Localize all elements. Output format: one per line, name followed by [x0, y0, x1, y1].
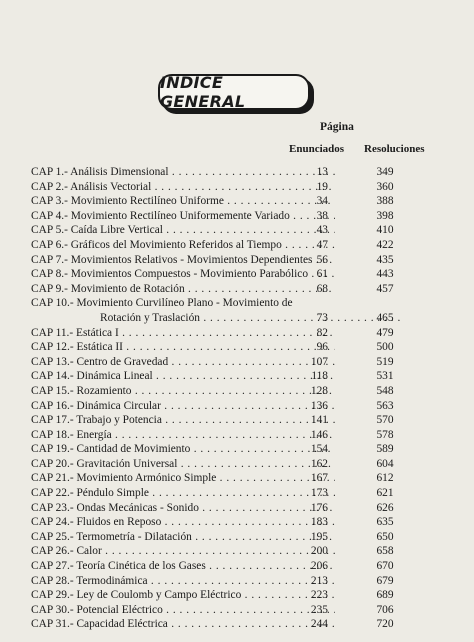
enunciados-page: 118 [311, 370, 328, 383]
chapter-title: CAP 14.- Dinámica Lineal . . . [31, 369, 335, 384]
resoluciones-page: 422 [376, 238, 394, 251]
chapter-title: CAP 31.- Capacidad Eléctrica . . . [31, 617, 335, 632]
toc-row [0, 296, 474, 311]
toc-row [0, 267, 474, 282]
enunciados-page: 107 [310, 355, 328, 368]
resoluciones-page: 689 [376, 589, 394, 602]
toc-row [0, 238, 474, 253]
enunciados-page: 13 [316, 166, 328, 178]
chapter-title: CAP 18.- Energía . . . [31, 428, 335, 443]
toc-row [0, 282, 474, 297]
resoluciones-page: 621 [376, 487, 394, 500]
toc-row [0, 603, 474, 618]
chapter-title: CAP 29.- Ley de Coulomb y Campo Eléctrico . . . [31, 588, 335, 603]
enunciados-page: 38 [316, 209, 328, 222]
chapter-title: CAP 24.- Fluidos en Reposo . . . [31, 515, 335, 530]
enunciados-page: 141 [310, 414, 328, 427]
resoluciones-page: 604 [376, 457, 394, 470]
enunciados-page: 213 [310, 574, 328, 587]
resoluciones-page: 410 [376, 224, 394, 237]
enunciados-page: 56 [316, 253, 328, 266]
toc-row [0, 355, 474, 370]
toc-row [0, 617, 474, 632]
toc-row [0, 369, 474, 384]
toc-row [0, 486, 474, 501]
enunciados-page: 183 [310, 516, 328, 529]
toc-row [0, 165, 474, 180]
resoluciones-page: 519 [376, 355, 394, 368]
enunciados-page: 235 [310, 603, 328, 616]
enunciados-page: 200 [310, 545, 328, 558]
toc-row [0, 399, 474, 414]
resoluciones-page: 443 [376, 268, 394, 281]
chapter-title: CAP 25.- Termometría - Dilatación . . . [31, 530, 335, 545]
enunciados-page: 167 [310, 472, 328, 485]
toc-row [0, 253, 474, 268]
resoluciones-page: 465 [376, 311, 394, 324]
chapter-title: CAP 7.- Movimientos Relativos - Movimientos Dependientes . . . [31, 253, 335, 268]
enunciados-page: 173 [310, 487, 328, 500]
chapter-title: CAP 26.- Calor . . . [31, 544, 335, 559]
enunciados-page: 136 [310, 399, 328, 412]
chapter-title: CAP 15.- Rozamiento . . . [31, 384, 335, 399]
resoluciones-page: 500 [376, 341, 394, 354]
chapter-title: CAP 30.- Potencial Eléctrico . . . [31, 603, 335, 618]
resoluciones-page: 570 [376, 414, 394, 427]
toc-row [0, 428, 474, 443]
enunciados-page: 47 [316, 238, 328, 251]
enunciados-page: 61 [316, 268, 328, 281]
enunciados-page: 128 [310, 384, 328, 397]
toc-row [0, 180, 474, 195]
resoluciones-page: 479 [376, 326, 394, 339]
chapter-title: Rotación y Traslación . . . [100, 311, 404, 326]
resoluciones-page: 612 [376, 472, 394, 485]
toc-row [0, 326, 474, 341]
chapter-title: CAP 28.- Termodinámica . . . [31, 574, 335, 589]
chapter-title: CAP 22.- Péndulo Simple . . . [31, 486, 335, 501]
toc-row [0, 340, 474, 355]
table-of-contents [0, 165, 474, 632]
chapter-title: CAP 4.- Movimiento Rectilíneo Uniformemente Variado . . . [31, 209, 335, 224]
chapter-title: CAP 16.- Dinámica Circular . . . [31, 399, 335, 414]
chapter-title: CAP 23.- Ondas Mecánicas - Sonido . . . [31, 501, 335, 516]
toc-row [0, 544, 474, 559]
enunciados-page: 162 [310, 457, 328, 470]
resoluciones-page: 670 [376, 560, 394, 573]
resoluciones-page: 589 [376, 443, 394, 456]
title-banner [158, 74, 310, 110]
chapter-title: CAP 8.- Movimientos Compuestos - Movimiento Parabólico . . . [31, 267, 335, 282]
resoluciones-page: 388 [376, 195, 394, 208]
resoluciones-page: 635 [376, 516, 394, 529]
enunciados-page: 34 [316, 195, 328, 208]
toc-row [0, 471, 474, 486]
toc-row [0, 194, 474, 209]
resoluciones-page: 457 [376, 282, 394, 295]
toc-row [0, 559, 474, 574]
toc-row [0, 384, 474, 399]
resoluciones-page: 563 [376, 399, 394, 412]
resoluciones-page: 650 [376, 530, 394, 543]
page-title: INDICE GENERAL [160, 73, 246, 111]
chapter-title: CAP 6.- Gráficos del Movimiento Referidos al Tiempo . . . [31, 238, 335, 253]
toc-row [0, 588, 474, 603]
resoluciones-page: 360 [376, 180, 394, 193]
chapter-title: CAP 12.- Estática II . . . [31, 340, 335, 355]
resoluciones-page: 531 [376, 370, 394, 383]
chapter-title: CAP 21.- Movimiento Armónico Simple . . . [31, 471, 335, 486]
toc-row [0, 515, 474, 530]
chapter-title: CAP 20.- Gravitación Universal . . . [31, 457, 335, 472]
toc-row [0, 442, 474, 457]
toc-row [0, 209, 474, 224]
chapter-title: CAP 9.- Movimiento de Rotación . . . [31, 282, 335, 297]
enunciados-page: 73 [316, 311, 328, 324]
resoluciones-page: 720 [376, 618, 394, 631]
toc-row [0, 457, 474, 472]
enunciados-page: 43 [316, 224, 328, 237]
resoluciones-page: 435 [376, 253, 394, 266]
toc-row [0, 311, 474, 326]
page-column-label: Página [320, 121, 354, 133]
toc-row [0, 574, 474, 589]
enunciados-page: 19 [316, 180, 328, 193]
chapter-title: CAP 5.- Caída Libre Vertical . . . [31, 223, 335, 238]
resoluciones-header: Resoluciones [364, 143, 425, 155]
enunciados-page: 68 [316, 282, 328, 295]
chapter-title: CAP 27.- Teoría Cinética de los Gases . . . [31, 559, 335, 574]
resoluciones-page: 658 [376, 545, 394, 558]
enunciados-page: 96 [316, 341, 328, 354]
toc-row [0, 530, 474, 545]
resoluciones-page: 548 [376, 384, 394, 397]
chapter-title: CAP 17.- Trabajo y Potencia . . . [31, 413, 335, 428]
enunciados-page: 206 [310, 560, 328, 573]
resoluciones-page: 578 [376, 428, 394, 441]
toc-row [0, 501, 474, 516]
chapter-title: CAP 19.- Cantidad de Movimiento . . . [31, 442, 335, 457]
enunciados-page: 154 [310, 443, 328, 456]
enunciados-page: 82 [316, 326, 328, 339]
enunciados-page: 195 [310, 530, 328, 543]
enunciados-page: 146 [310, 428, 328, 441]
resoluciones-page: 706 [376, 603, 394, 616]
toc-row [0, 413, 474, 428]
resoluciones-page: 349 [376, 166, 394, 178]
chapter-title: CAP 3.- Movimiento Rectilíneo Uniforme . . . [31, 194, 335, 209]
enunciados-page: 176 [310, 501, 328, 514]
resoluciones-page: 626 [376, 501, 394, 514]
chapter-title: CAP 10.- Movimiento Curvilíneo Plano - Movimiento de [31, 297, 293, 310]
chapter-title: CAP 2.- Análisis Vectorial . . . [31, 180, 335, 195]
chapter-title: CAP 11.- Estática I . . . [31, 326, 335, 341]
chapter-title: CAP 13.- Centro de Gravedad . . . [31, 355, 335, 370]
resoluciones-page: 398 [376, 209, 394, 222]
toc-row [0, 223, 474, 238]
resoluciones-page: 679 [376, 574, 394, 587]
enunciados-page: 244 [310, 618, 328, 631]
enunciados-page: 223 [310, 589, 328, 602]
enunciados-header: Enunciados [289, 143, 345, 155]
chapter-title: CAP 1.- Análisis Dimensional . . . [31, 165, 335, 180]
